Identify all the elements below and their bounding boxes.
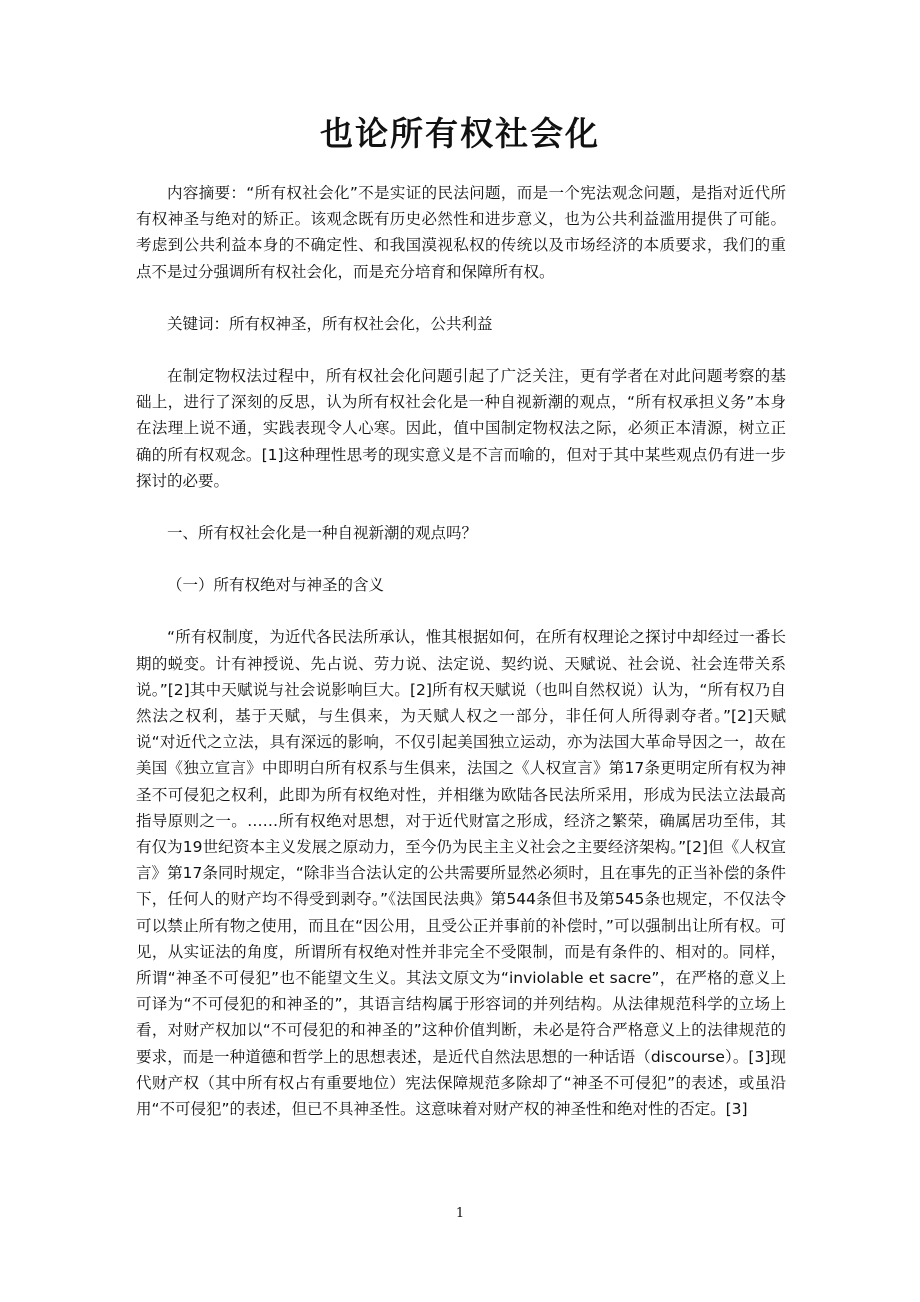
document-title: 也论所有权社会化 (320, 114, 600, 153)
keywords-paragraph: 关键词：所有权神圣，所有权社会化，公共利益 (167, 314, 493, 333)
section-heading: 一、所有权社会化是一种自视新潮的观点吗？ (167, 524, 478, 543)
document-body (136, 180, 786, 1122)
abstract-paragraph: 内容摘要：“所有权社会化”不是实证的民法问题，而是一个宪法观念问题，是指对近代所有权神圣与绝对的矫正。该观念既有历史必然性和进步意义，也为公共利益滥用提供了可能。考虑到公共利益本身的不确定性、和我国漠视私权的传统以及市场经济的本质要求，我们的重点不是过分强调所有权社会化，而是充分培育和保障所有权。 (136, 184, 786, 281)
subsection-heading: （一）所有权绝对与神圣的含义 (167, 576, 385, 595)
page-number: 1 (455, 1206, 465, 1221)
intro-paragraph: 在制定物权法过程中，所有权社会化问题引起了广泛关注，更有学者在对此问题考察的基础上，进行了深刻的反思，认为所有权社会化是一种自视新潮的观点，“所有权承担义务”本身在法理上说不通，实践表现令人心寒。因此，值中国制定物权法之际，必须正本清源，树立正确的所有权观念。[1]这种理性思考的现实意义是不言而喻的，但对于其中某些观点仍有进一步探讨的必要。 (136, 367, 786, 490)
body-paragraph: “所有权制度，为近代各民法所承认，惟其根据如何，在所有权理论之探讨中却经过一番长期的蜕变。计有神授说、先占说、劳力说、法定说、契约说、天赋说、社会说、社会连带关系说。”[2]其中天赋说与社会说影响巨大。[2]所有权天赋说（也叫自然权说）认为，“所有权乃自然法之权利，基于天赋，与生俱来，为天赋人权之一部分，非任何人所得剥夺者。”[2]天赋说“对近代之立法，具有深远的影响，不仅引起美国独立运动，亦为法国大革命导因之一，故在美国《独立宣言》中即明白所有权系与生俱来，法国之《人权宣言》第17条更明定所有权为神圣不可侵犯之权利，此即为所有权绝对性，并相继为欧陆各民法所采用，形成为民法立法最高指导原则之一。……所有权绝对思想，对于近代财富之形成，经济之繁荣，确属居功至伟，其有仅为19世纪资本主义发展之原动力，至今仍为民主主义社会之主要经济架构。”[2]但《人权宣言》第17条同时规定，“除非当合法认定的公共需要所显然必须时，且在事先的正当补偿的条件下，任何人的财产均不得受到剥夺。”《法国民法典》第544条但书及第545条也规定，不仅法令可以禁止所有物之使用，而且在“因公用，且受公正并事前的补偿时，”可以强制出让所有权。可见，从实证法的角度，所谓所有权绝对性并非完全不受限制，而是有条件的、相对的。同样，所谓“神圣不可侵犯”也不能望文生义。其法文原文为“inviolable et sacre”，在严格的意义上可译为“不可侵犯的和神圣的”，其语言结构属于形容词的并列结构。从法律规范科学的立场上看，对财产权加以“不可侵犯的和神圣的”这种价值判断，未必是符合严格意义上的法律规范的要求，而是一种道德和哲学上的思想表述，是近代自然法思想的一种话语（discourse）。[3]现代财产权（其中所有权占有重要地位）宪法保障规范多除却了“神圣不可侵犯”的表述，或虽沿用“不可侵犯”的表述，但已不具神圣性。这意味着对财产权的神圣性和绝对性的否定。[3] (136, 628, 786, 1119)
